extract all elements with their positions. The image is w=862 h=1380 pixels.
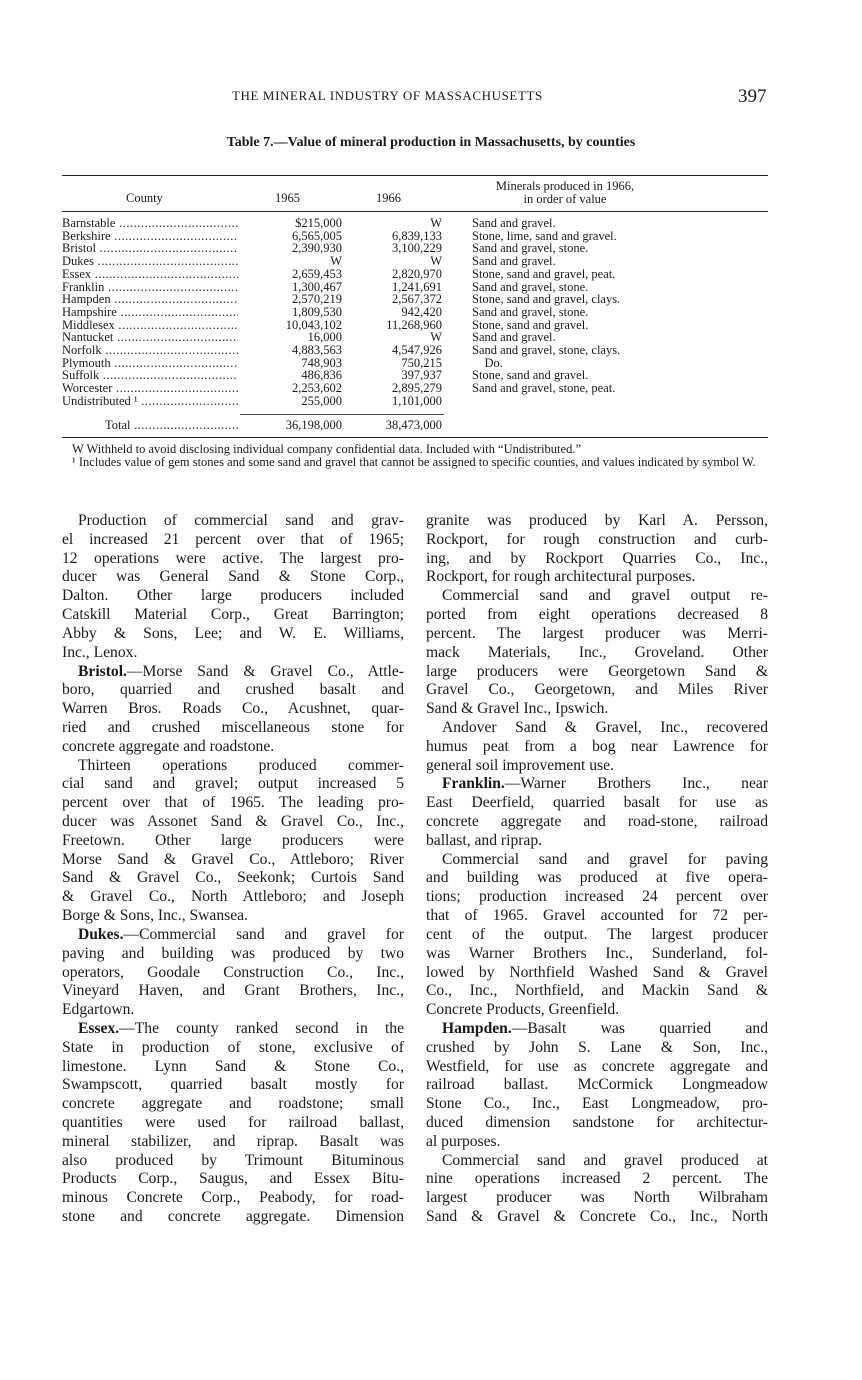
text-content: ballast, and riprap.	[426, 831, 543, 849]
total-row	[62, 419, 772, 432]
text-content: ported from eight operations decreased 8	[426, 606, 768, 624]
text-content: —Morse Sand & Gravel Co., Attle-	[126, 662, 404, 680]
text-content: nine operations increased 2 percent. The	[426, 1170, 768, 1188]
cell-minerals: Sand and gravel.	[472, 254, 556, 269]
section-heading: Dukes.	[78, 925, 124, 943]
cell-minerals: Sand and gravel, stone.	[472, 304, 589, 319]
cell-minerals: Sand and gravel, stone, peat.	[472, 381, 616, 396]
text-content: mack Materials, Inc., Groveland. Other	[426, 643, 768, 661]
text-content: Freetown. Other large producers were	[62, 831, 404, 849]
text-line	[62, 719, 404, 738]
text-line	[426, 775, 768, 794]
running-head: THE MINERAL INDUSTRY OF MASSACHUSETTS	[232, 88, 543, 103]
table-row	[62, 344, 772, 357]
text-line	[426, 587, 768, 606]
text-line	[62, 869, 404, 888]
footnote-w: W Withheld to avoid disclosing individual company confidential data. Included with “Undistributed.”	[72, 442, 581, 456]
cell-v1966: 3,100,229	[392, 241, 442, 256]
text-content: —The county ranked second in the	[119, 1019, 404, 1037]
cell-v1965: 2,659,453	[292, 266, 342, 281]
table-bottom-rule	[62, 437, 768, 438]
cell-minerals: Sand and gravel, stone.	[472, 279, 589, 294]
text-content: Westfield, for use as concrete aggregate and	[426, 1057, 768, 1075]
text-line	[426, 1208, 768, 1227]
text-content: also produced by Trimount Bituminous	[62, 1151, 404, 1169]
text-line	[62, 794, 404, 813]
cell-minerals: Sand and gravel, stone, clays.	[472, 343, 621, 357]
text-line	[426, 964, 768, 983]
text-content: el increased 21 percent over that of 1965;	[62, 530, 404, 548]
text-line	[62, 1095, 404, 1114]
text-content: Rockport, for rough construction and curb-	[426, 530, 768, 548]
text-content: Vineyard Haven, and Grant Brothers, Inc.,	[62, 982, 404, 1000]
cell-county: Middlesex .....	[62, 319, 238, 332]
text-content: operators, Goodale Construction Co., Inc.,	[62, 963, 404, 981]
header-1965: 1965	[275, 191, 300, 205]
total-1965: 36,198,000	[285, 418, 342, 432]
text-line	[426, 719, 768, 738]
header-minerals	[468, 180, 662, 206]
text-line	[426, 907, 768, 926]
text-line	[426, 869, 768, 888]
text-line	[426, 1058, 768, 1077]
table-row	[62, 319, 772, 332]
text-content: percent. The largest producer was Merri-	[426, 624, 768, 642]
text-content: humus peat from a bog near Lawrence for	[426, 737, 768, 755]
cell-minerals: Stone, sand and gravel.	[472, 368, 589, 383]
text-content: —Basalt was quarried and	[511, 1019, 768, 1037]
text-line	[426, 982, 768, 1001]
text-line	[62, 663, 404, 682]
text-content: Borge & Sons, Inc., Swansea.	[62, 907, 248, 925]
cell-county: Hampden .....	[62, 293, 238, 306]
page-number: 397	[738, 86, 767, 107]
text-line	[426, 945, 768, 964]
text-content: percent over that of 1965. The leading pro-	[62, 794, 404, 812]
text-content: Sand & Gravel Co., Seekonk; Curtois Sand	[62, 869, 404, 887]
text-content: concrete aggregate and roadstone; small	[62, 1095, 404, 1113]
cell-v1965: 486,836	[301, 368, 342, 383]
text-line	[62, 1058, 404, 1077]
text-content: al purposes.	[426, 1132, 501, 1150]
text-line	[426, 926, 768, 945]
text-line	[426, 851, 768, 870]
text-line	[62, 1133, 404, 1152]
text-line	[426, 568, 768, 587]
header-minerals-line1: Minerals produced in 1966,	[495, 179, 635, 193]
table-row	[62, 268, 772, 281]
text-line	[426, 1095, 768, 1114]
text-line	[426, 1114, 768, 1133]
cell-v1965: 1,300,467	[292, 279, 342, 294]
text-content: duced dimension sandstone for architectur-	[426, 1114, 768, 1131]
text-content: Commercial sand and gravel output re-	[442, 587, 768, 605]
table-row	[62, 217, 772, 230]
text-content: boro, quarried and crushed basalt and	[62, 681, 404, 699]
cell-v1966: 2,820,970	[392, 266, 442, 281]
text-line	[62, 1076, 404, 1095]
text-line	[426, 1020, 768, 1039]
text-column-left	[62, 512, 404, 1227]
cell-county: Hampshire .....	[62, 306, 238, 319]
text-line	[426, 1001, 768, 1020]
cell-v1965: 1,809,530	[292, 304, 342, 319]
text-line	[426, 700, 768, 719]
text-line	[426, 1189, 768, 1208]
header-1966: 1966	[376, 191, 401, 205]
cell-v1966: 4,547,926	[392, 343, 442, 357]
section-heading: Franklin.	[442, 775, 505, 793]
section-heading: Essex.	[78, 1019, 120, 1037]
cell-v1966: 750,215	[401, 355, 442, 370]
cell-v1965: 2,253,602	[292, 381, 342, 396]
text-content: cial sand and gravel; output increased 5	[62, 775, 404, 793]
cell-county: Barnstable .....	[62, 217, 238, 230]
text-content: Rockport, for rough architectural purposes.	[426, 568, 696, 586]
text-content: Warren Bros. Roads Co., Acushnet, quar-	[62, 700, 404, 718]
text-line	[62, 982, 404, 1001]
text-content: lowed by Northfield Washed Sand & Gravel	[426, 963, 768, 981]
text-content: concrete aggregate and road-stone, railroad	[426, 813, 768, 830]
cell-county: Worcester .....	[62, 382, 238, 395]
text-line	[62, 945, 404, 964]
cell-v1965: 10,043,102	[285, 317, 342, 332]
cell-v1966: 1,241,691	[392, 279, 442, 294]
text-line	[62, 907, 404, 926]
cell-v1966: 1,101,000	[392, 393, 442, 408]
table-row	[62, 242, 772, 255]
text-line	[62, 1001, 404, 1020]
text-content: quantities were used for railroad ballast,	[62, 1114, 404, 1131]
cell-v1966: 2,895,279	[392, 381, 442, 396]
cell-v1966: 6,839,133	[392, 228, 442, 243]
text-content: —Commercial sand and gravel for	[123, 925, 404, 943]
text-line	[62, 1039, 404, 1058]
cell-county: Suffolk .....	[62, 369, 238, 382]
text-line	[426, 1152, 768, 1171]
cell-county: Berkshire .....	[62, 230, 238, 243]
text-content: Products Corp., Saugus, and Essex Bitu-	[62, 1170, 404, 1188]
cell-v1965: 2,570,219	[292, 292, 342, 307]
cell-v1965: 4,883,563	[292, 343, 342, 357]
text-line	[62, 813, 404, 832]
text-line	[426, 1076, 768, 1095]
text-content: 12 operations were active. The largest pro-	[62, 549, 404, 567]
text-content: Commercial sand and gravel for paving	[442, 850, 768, 868]
header-rule	[62, 211, 768, 212]
cell-v1965: W	[330, 254, 342, 269]
text-line	[62, 738, 404, 757]
cell-v1966: W	[430, 254, 442, 269]
text-line	[426, 888, 768, 907]
header-county: County	[126, 191, 163, 205]
text-content: that of 1965. Gravel accounted for 72 per-	[426, 907, 768, 925]
cell-minerals: Stone, lime, sand and gravel.	[472, 228, 617, 243]
text-content: and building was produced at five opera-	[426, 869, 768, 887]
text-content: ducer was General Sand & Stone Corp.,	[62, 568, 404, 586]
text-line	[62, 644, 404, 663]
text-line	[62, 926, 404, 945]
text-content: ducer was Assonet Sand & Gravel Co., Inc.,	[62, 813, 404, 830]
text-line	[426, 832, 768, 851]
cell-minerals: Stone, sand and gravel.	[472, 317, 589, 332]
text-line	[426, 757, 768, 776]
table-top-rule	[62, 175, 768, 176]
cell-minerals: Stone, sand and gravel, clays.	[472, 292, 621, 307]
text-line	[62, 681, 404, 700]
text-content: large producers were Georgetown Sand &	[426, 662, 768, 680]
text-content: Concrete Products, Greenfield.	[426, 1001, 620, 1019]
text-content: largest producer was North Wilbraham	[426, 1189, 768, 1207]
cell-v1966: 11,268,960	[386, 317, 442, 332]
text-content: —Warner Brothers Inc., near	[504, 775, 768, 793]
footnote-1: ¹ Includes value of gem stones and some sand and gravel that cannot be assigned to specific counties, and values indicated by symbol W.	[72, 455, 756, 469]
text-content: concrete aggregate and roadstone.	[62, 737, 275, 755]
text-content: & Gravel Co., North Attleboro; and Joseph	[62, 888, 404, 906]
cell-v1965: $215,000	[295, 216, 342, 230]
text-line	[426, 550, 768, 569]
text-content: limestone. Lynn Sand & Stone Co.,	[62, 1057, 404, 1075]
text-line	[62, 1189, 404, 1208]
text-line	[62, 757, 404, 776]
cell-v1966: W	[430, 216, 442, 230]
text-line	[62, 1020, 404, 1039]
text-content: East Deerfield, quarried basalt for use as	[426, 794, 768, 812]
text-line	[62, 568, 404, 587]
section-heading: Bristol.	[78, 662, 127, 680]
text-line	[62, 1114, 404, 1133]
text-content: paving and building was produced by two	[62, 944, 404, 962]
cell-v1966: 2,567,372	[392, 292, 442, 307]
text-content: Morse Sand & Gravel Co., Attleboro; River	[62, 850, 404, 868]
text-line	[62, 1152, 404, 1171]
table-row	[62, 293, 772, 306]
text-line	[62, 851, 404, 870]
cell-county: Undistributed ¹ .....	[62, 395, 238, 408]
text-line	[426, 794, 768, 813]
text-line	[426, 644, 768, 663]
total-label: Total .....	[105, 419, 238, 432]
text-content: stone and concrete aggregate. Dimension	[62, 1208, 404, 1226]
text-content: Catskill Material Corp., Great Barrington;	[62, 606, 404, 624]
header-minerals-line2: in order of value	[523, 192, 607, 206]
text-line	[62, 550, 404, 569]
text-content: ing, and by Rockport Quarries Co., Inc.,	[426, 549, 768, 567]
text-line	[62, 587, 404, 606]
text-line	[426, 1039, 768, 1058]
table-row	[62, 255, 772, 268]
text-line	[62, 625, 404, 644]
text-content: was Warner Brothers Inc., Sunderland, fol-	[426, 944, 768, 962]
cell-minerals: Sand and gravel, stone.	[472, 241, 589, 256]
cell-county: Dukes .....	[62, 255, 238, 268]
text-line	[62, 832, 404, 851]
text-line	[62, 775, 404, 794]
text-content: Andover Sand & Gravel, Inc., recovered	[442, 718, 768, 736]
cell-minerals: Do.	[472, 355, 503, 370]
text-line	[62, 888, 404, 907]
text-content: Thirteen operations produced commer-	[78, 756, 404, 774]
text-content: Swampscott, quarried basalt mostly for	[62, 1076, 404, 1094]
cell-county: Essex .....	[62, 268, 238, 281]
text-line	[62, 531, 404, 550]
text-content: minous Concrete Corp., Peabody, for road-	[62, 1189, 404, 1207]
cell-minerals: Stone, sand and gravel, peat.	[472, 266, 616, 281]
text-line	[62, 1208, 404, 1227]
text-line	[426, 512, 768, 531]
text-line	[62, 512, 404, 531]
section-heading: Hampden.	[442, 1019, 512, 1037]
total-1966: 38,473,000	[385, 418, 442, 432]
cell-county: Franklin .....	[62, 281, 238, 294]
cell-v1965: 748,903	[301, 355, 342, 370]
text-content: tions; production increased 24 percent over	[426, 888, 768, 906]
text-content: State in production of stone, exclusive of	[62, 1038, 404, 1056]
text-content: mineral stabilizer, and riprap. Basalt was	[62, 1132, 404, 1150]
cell-county: Norfolk .....	[62, 344, 238, 357]
text-content: railroad ballast. McCormick Longmeadow	[426, 1076, 768, 1094]
text-content: Sand & Gravel & Concrete Co., Inc., North	[426, 1208, 768, 1226]
cell-v1965: 255,000	[301, 393, 342, 408]
text-line	[62, 964, 404, 983]
text-content: Sand & Gravel Inc., Ipswich.	[426, 700, 609, 718]
text-content: Stone Co., Inc., East Longmeadow, pro-	[426, 1095, 768, 1113]
table-row	[62, 306, 772, 319]
cell-county: Plymouth .....	[62, 357, 238, 370]
cell-v1966: 942,420	[401, 304, 442, 319]
text-content: Commercial sand and gravel produced at	[442, 1151, 768, 1169]
cell-county: Nantucket .....	[62, 331, 238, 344]
text-content: Co., Inc., Northfield, and Mackin Sand &	[426, 982, 768, 1000]
text-line	[426, 606, 768, 625]
cell-minerals: Sand and gravel.	[472, 216, 556, 230]
text-line	[62, 606, 404, 625]
text-line	[426, 681, 768, 700]
cell-v1965: 6,565,005	[292, 228, 342, 243]
text-line	[426, 1133, 768, 1152]
text-content: granite was produced by Karl A. Persson,	[426, 512, 768, 529]
text-content: Production of commercial sand and grav-	[78, 512, 404, 529]
text-line	[426, 1170, 768, 1189]
text-line	[426, 738, 768, 757]
text-line	[426, 531, 768, 550]
table-row	[62, 382, 772, 395]
text-column-right	[426, 512, 768, 1227]
text-content: Edgartown.	[62, 1001, 135, 1019]
text-line	[426, 813, 768, 832]
text-content: Gravel Co., Georgetown, and Miles River	[426, 681, 768, 699]
table-title: Table 7.—Value of mineral production in Massachusetts, by counties	[226, 135, 636, 150]
cell-v1965: 2,390,930	[292, 241, 342, 256]
cell-minerals: Sand and gravel.	[472, 330, 556, 345]
text-line	[62, 1170, 404, 1189]
text-content: ried and crushed miscellaneous stone for	[62, 718, 404, 736]
text-content: Abby & Sons, Lee; and W. E. Williams,	[62, 624, 404, 642]
cell-v1966: 397,937	[401, 368, 442, 383]
text-content: Dalton. Other large producers included	[62, 587, 404, 605]
text-line	[426, 663, 768, 682]
cell-county: Bristol .....	[62, 242, 238, 255]
table-row	[62, 395, 772, 408]
text-content: Inc., Lenox.	[62, 643, 138, 661]
text-content: general soil improvement use.	[426, 756, 614, 774]
text-line	[62, 700, 404, 719]
cell-v1966: W	[430, 330, 442, 345]
total-rule	[240, 414, 444, 415]
text-line	[426, 625, 768, 644]
cell-v1965: 16,000	[307, 330, 342, 345]
text-content: cent of the output. The largest producer	[426, 925, 768, 943]
text-content: crushed by John S. Lane & Son, Inc.,	[426, 1038, 768, 1056]
